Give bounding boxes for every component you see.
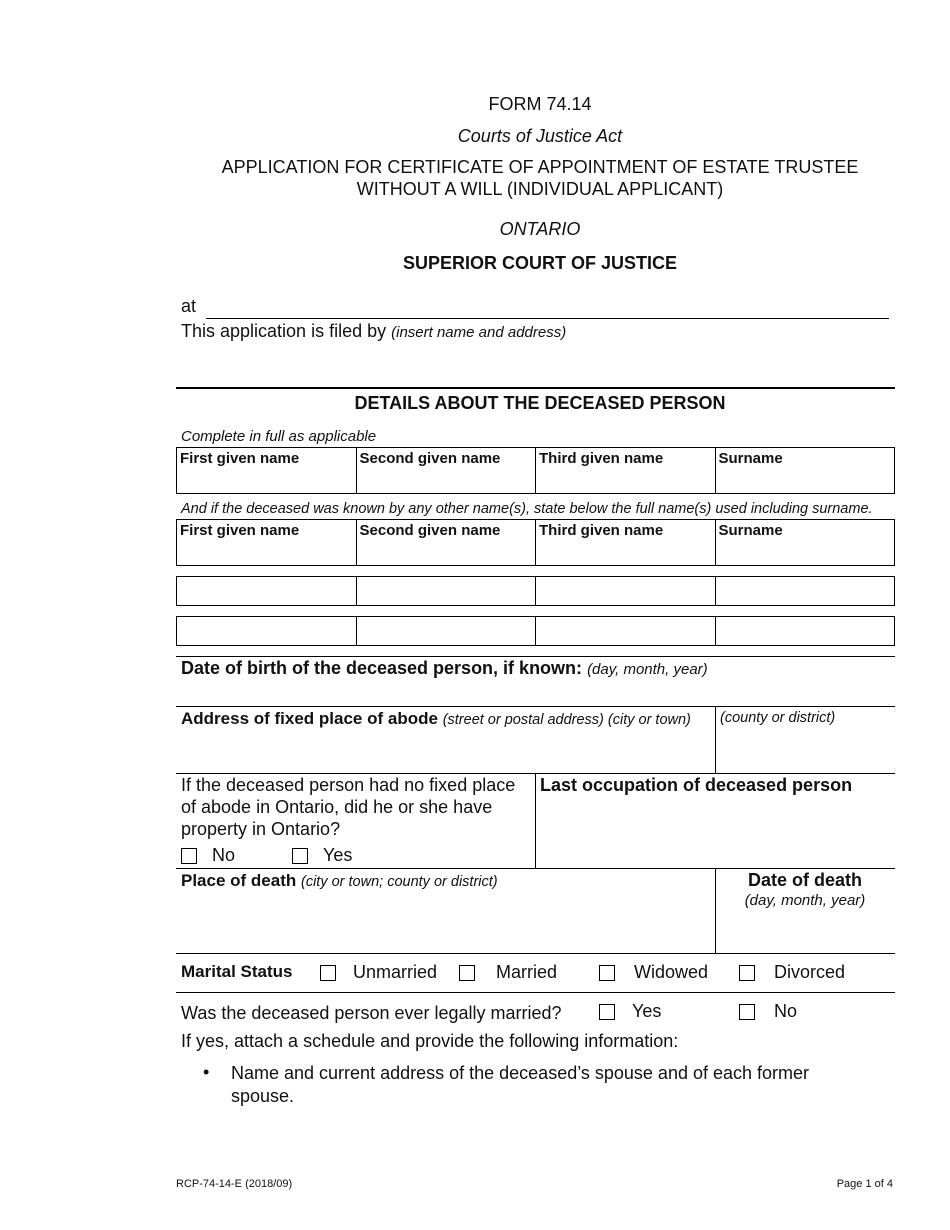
property-no-option[interactable] — [181, 845, 235, 866]
date-of-death-label[interactable]: Date of death — [747, 870, 862, 890]
marital-unmarried-option[interactable] — [320, 962, 437, 983]
unmarried-label: Unmarried — [353, 962, 438, 982]
other-name-cell[interactable] — [177, 617, 357, 646]
dob-hint: (day, month, year) — [587, 661, 708, 678]
place-of-death-hint: (city or town; county or district) — [301, 874, 498, 890]
address-top-line — [176, 706, 895, 707]
province: ONTARIO — [499, 219, 581, 239]
marital-married-option[interactable] — [459, 962, 557, 983]
widowed-checkbox[interactable] — [599, 965, 615, 981]
bullet-line2: spouse. — [231, 1086, 295, 1106]
married-question: Was the deceased person ever legally married? — [181, 1003, 562, 1023]
property-no-checkbox[interactable] — [181, 848, 197, 864]
occupation-label[interactable]: Last occupation of deceased person — [540, 775, 853, 795]
address-hint: (street or postal address) (city or town) — [442, 712, 691, 728]
if-yes-instruction: If yes, attach a schedule and provide the following information: — [181, 1031, 679, 1051]
other-name-header-surname[interactable]: Surname — [715, 520, 895, 566]
at-label: at — [181, 296, 197, 316]
dob-field[interactable] — [181, 658, 708, 679]
address-label: Address of fixed place of abode — [181, 709, 438, 728]
place-of-death-field[interactable] — [181, 871, 498, 891]
bullet-icon: • — [203, 1062, 210, 1082]
name-header-first[interactable]: First given name — [177, 448, 357, 494]
ever-married-no-option[interactable] — [739, 1001, 797, 1022]
widowed-label: Widowed — [634, 962, 709, 982]
marital-label: Marital Status — [181, 962, 293, 981]
other-name-header-second[interactable]: Second given name — [356, 520, 536, 566]
no-abode-line1: If the deceased person had no fixed place — [181, 775, 516, 795]
form-title-line1: APPLICATION FOR CERTIFICATE OF APPOINTMENT OF ESTATE TRUSTEE — [221, 157, 859, 177]
dob-label: Date of birth of the deceased person, if known: — [181, 658, 583, 678]
dob-line — [176, 656, 895, 657]
court-name: SUPERIOR COURT OF JUSTICE — [402, 253, 678, 273]
complete-note: Complete in full as applicable — [181, 428, 377, 445]
other-names-note: And if the deceased was known by any other name(s), state below the full name(s) used including surname. — [181, 501, 873, 517]
divorced-checkbox[interactable] — [739, 965, 755, 981]
name-header-third[interactable]: Third given name — [536, 448, 716, 494]
divorced-label: Divorced — [774, 962, 846, 982]
no-abode-line2: of abode in Ontario, did he or she have — [181, 797, 493, 817]
form-title-line2: WITHOUT A WILL (INDIVIDUAL APPLICANT) — [356, 179, 724, 199]
no-abode-line3: property in Ontario? — [181, 819, 341, 839]
place-of-death-label: Place of death — [181, 871, 297, 890]
married-checkbox[interactable] — [459, 965, 475, 981]
death-top-line — [176, 868, 895, 869]
page-number: Page 1 of 4 — [836, 1178, 893, 1190]
other-names-row-3 — [176, 616, 895, 646]
act-name: Courts of Justice Act — [457, 126, 623, 146]
name-table — [176, 447, 895, 494]
no-abode-question — [181, 774, 515, 840]
property-yes-label: Yes — [323, 845, 353, 865]
other-name-header-third[interactable]: Third given name — [536, 520, 716, 566]
unmarried-checkbox[interactable] — [320, 965, 336, 981]
other-name-cell[interactable] — [356, 617, 536, 646]
filed-by-label: This application is filed by — [181, 321, 387, 341]
ever-married-yes-label: Yes — [632, 1001, 662, 1021]
other-name-header-first[interactable]: First given name — [177, 520, 357, 566]
other-names-table — [176, 519, 895, 566]
property-yes-checkbox[interactable] — [292, 848, 308, 864]
married-label: Married — [496, 962, 558, 982]
other-name-cell[interactable] — [356, 577, 536, 606]
filed-by — [181, 321, 566, 342]
date-of-death-hint: (day, month, year) — [744, 892, 866, 909]
other-name-cell[interactable] — [536, 617, 716, 646]
bullet-item — [231, 1062, 809, 1108]
ever-married-yes-option[interactable] — [599, 1001, 661, 1022]
other-name-cell[interactable] — [715, 577, 895, 606]
property-yes-option[interactable] — [292, 845, 352, 866]
ever-married-no-checkbox[interactable] — [739, 1004, 755, 1020]
section-divider — [176, 387, 895, 389]
address-field[interactable] — [181, 709, 691, 729]
marital-bottom-line — [176, 992, 895, 993]
form-number: FORM 74.14 — [488, 94, 592, 114]
other-name-cell[interactable] — [177, 577, 357, 606]
name-header-second[interactable]: Second given name — [356, 448, 536, 494]
ever-married-yes-checkbox[interactable] — [599, 1004, 615, 1020]
ever-married-no-label: No — [774, 1001, 798, 1021]
other-name-cell[interactable] — [715, 617, 895, 646]
other-names-row-2 — [176, 576, 895, 606]
marital-divorced-option[interactable] — [739, 962, 845, 983]
marital-top-line — [176, 953, 895, 954]
address-divider — [715, 706, 716, 773]
county-hint[interactable]: (county or district) — [720, 710, 836, 726]
bullet-line1: Name and current address of the deceased’s spouse and of each former — [231, 1063, 810, 1083]
court-location-line[interactable] — [206, 318, 889, 319]
marital-widowed-option[interactable] — [599, 962, 708, 983]
section-title: DETAILS ABOUT THE DECEASED PERSON — [354, 393, 726, 413]
form-code: RCP-74-14-E (2018/09) — [176, 1178, 293, 1190]
property-no-label: No — [212, 845, 236, 865]
abode-divider — [535, 773, 536, 868]
name-header-surname[interactable]: Surname — [715, 448, 895, 494]
filed-by-hint: (insert name and address) — [391, 324, 567, 341]
other-name-cell[interactable] — [536, 577, 716, 606]
